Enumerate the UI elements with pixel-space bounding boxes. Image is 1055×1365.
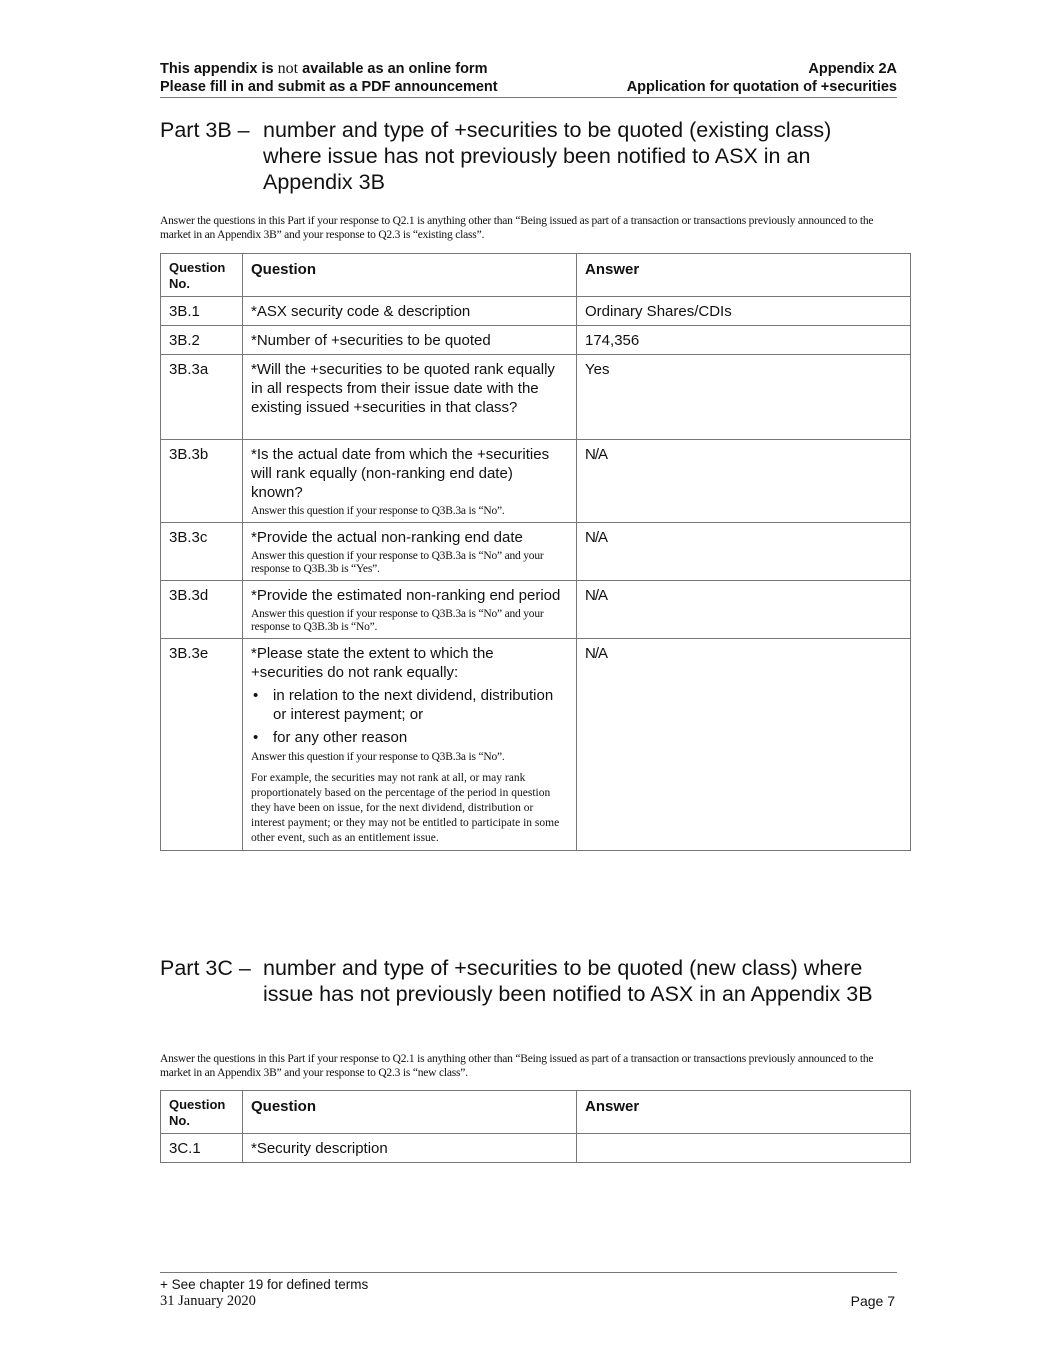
page-header	[160, 60, 897, 98]
table-row	[161, 297, 911, 326]
question-example: For example, the securities may not rank at all, or may rank proportionately based on the percentage of the period in question they have been on issue, for the next dividend, distribution or interest payment; or they may not be entitled to participate in some other event, such as an entitlement issue.	[251, 772, 560, 844]
part-3c-title	[160, 955, 883, 1007]
part-3b-intro: Answer the questions in this Part if your response to Q2.1 is anything other than “Being issued as part of a transaction or transactions previously announced to the market in an Appendix 3B” and your response to Q2.3 is “existing class”.	[160, 215, 874, 241]
column-header-question: Question	[243, 254, 577, 297]
column-header-question-no: Question No.	[161, 254, 243, 297]
column-header-question-no: Question No.	[161, 1091, 243, 1134]
answer-field[interactable]: N/A	[577, 639, 911, 851]
question-text: *Security description	[243, 1134, 577, 1163]
question-cell	[243, 639, 577, 851]
footer-date: 31 January 2020	[160, 1293, 256, 1309]
page-footer	[160, 1272, 897, 1310]
question-cell	[243, 523, 577, 581]
question-text: *Number of +securities to be quoted	[243, 326, 577, 355]
table-row	[161, 1134, 911, 1163]
question-note: Answer this question if your response to Q3B.3a is “No” and your response to Q3B.3b is “Yes”.	[251, 550, 544, 575]
column-header-question: Question	[243, 1091, 577, 1134]
part-3b-prefix: Part 3B –	[160, 118, 250, 142]
question-note: Answer this question if your response to Q3B.3a is “No” and your response to Q3B.3b is “No”.	[251, 608, 544, 633]
part-3c-prefix: Part 3C –	[160, 956, 251, 980]
question-cell	[243, 581, 577, 639]
question-text: *ASX security code & description	[243, 297, 577, 326]
table-row	[161, 326, 911, 355]
page-number: Page 7	[850, 1293, 895, 1309]
answer-field[interactable]: N/A	[577, 581, 911, 639]
bullet-icon: •	[253, 687, 259, 704]
header-left-line1	[160, 60, 487, 78]
header-appendix-label: Appendix 2A	[808, 61, 897, 77]
column-header-answer: Answer	[577, 254, 911, 297]
answer-field[interactable]: N/A	[577, 440, 911, 523]
question-note: Answer this question if your response to Q3B.3a is “No”.	[251, 505, 505, 517]
question-text: *Is the actual date from which the +securities will rank equally (non-ranking end date) known?	[251, 446, 550, 501]
part-3b-table	[160, 253, 911, 851]
part-3b-title	[160, 117, 883, 195]
table-row	[161, 523, 911, 581]
bullet-icon: •	[253, 729, 259, 746]
question-cell	[243, 440, 577, 523]
bullet-text: for any other reason	[273, 729, 408, 746]
header-text: This appendix is	[160, 61, 274, 77]
table-header-row	[161, 254, 911, 297]
question-number: 3B.2	[161, 326, 243, 355]
table-row	[161, 581, 911, 639]
table-row	[161, 639, 911, 851]
answer-field[interactable]: 174,356	[577, 326, 911, 355]
question-number: 3B.3d	[161, 581, 243, 639]
question-text: *Provide the actual non-ranking end date	[251, 529, 523, 546]
answer-field[interactable]: Ordinary Shares/CDIs	[577, 297, 911, 326]
table-row	[161, 355, 911, 440]
answer-field[interactable]: Yes	[577, 355, 911, 440]
question-note: Answer this question if your response to Q3B.3a is “No”.	[251, 751, 505, 763]
part-3c-table	[160, 1090, 911, 1163]
column-header-answer: Answer	[577, 1091, 911, 1134]
question-number: 3B.1	[161, 297, 243, 326]
answer-field[interactable]	[577, 1134, 911, 1163]
bullet-text: in relation to the next dividend, distribution or interest payment; or	[273, 687, 554, 723]
bullet-item	[251, 686, 568, 724]
question-text: *Please state the extent to which the +securities do not rank equally:	[251, 645, 494, 681]
part-3c-heading: number and type of +securities to be quoted (new class) where issue has not previously been notified to ASX in an Appendix 3B	[263, 956, 873, 1006]
header-appendix-title: Application for quotation of +securities	[626, 79, 897, 95]
question-text: *Provide the estimated non-ranking end period	[251, 587, 561, 604]
bullet-item	[251, 728, 568, 747]
question-number: 3B.3e	[161, 639, 243, 851]
footer-terms-note: + See chapter 19 for defined terms	[160, 1277, 369, 1292]
question-number: 3B.3a	[161, 355, 243, 440]
header-text: available as an online form	[302, 61, 488, 77]
table-row	[161, 440, 911, 523]
table-header-row	[161, 1091, 911, 1134]
header-not-emphasis: not	[277, 60, 299, 77]
bullet-list	[251, 686, 568, 747]
question-number: 3B.3b	[161, 440, 243, 523]
part-3b-heading: number and type of +securities to be quoted (existing class) where issue has not previously been notified to ASX in an Appendix 3B	[263, 118, 832, 194]
answer-field[interactable]: N/A	[577, 523, 911, 581]
question-text: *Will the +securities to be quoted rank equally in all respects from their issue date with the existing issued +securities in that class?	[243, 355, 577, 440]
question-number: 3B.3c	[161, 523, 243, 581]
header-left-line2: Please fill in and submit as a PDF announcement	[160, 79, 498, 95]
question-number: 3C.1	[161, 1134, 243, 1163]
part-3c-intro: Answer the questions in this Part if your response to Q2.1 is anything other than “Being issued as part of a transaction or transactions previously announced to the market in an Appendix 3B” and your response to Q2.3 is “new class”.	[160, 1053, 874, 1079]
